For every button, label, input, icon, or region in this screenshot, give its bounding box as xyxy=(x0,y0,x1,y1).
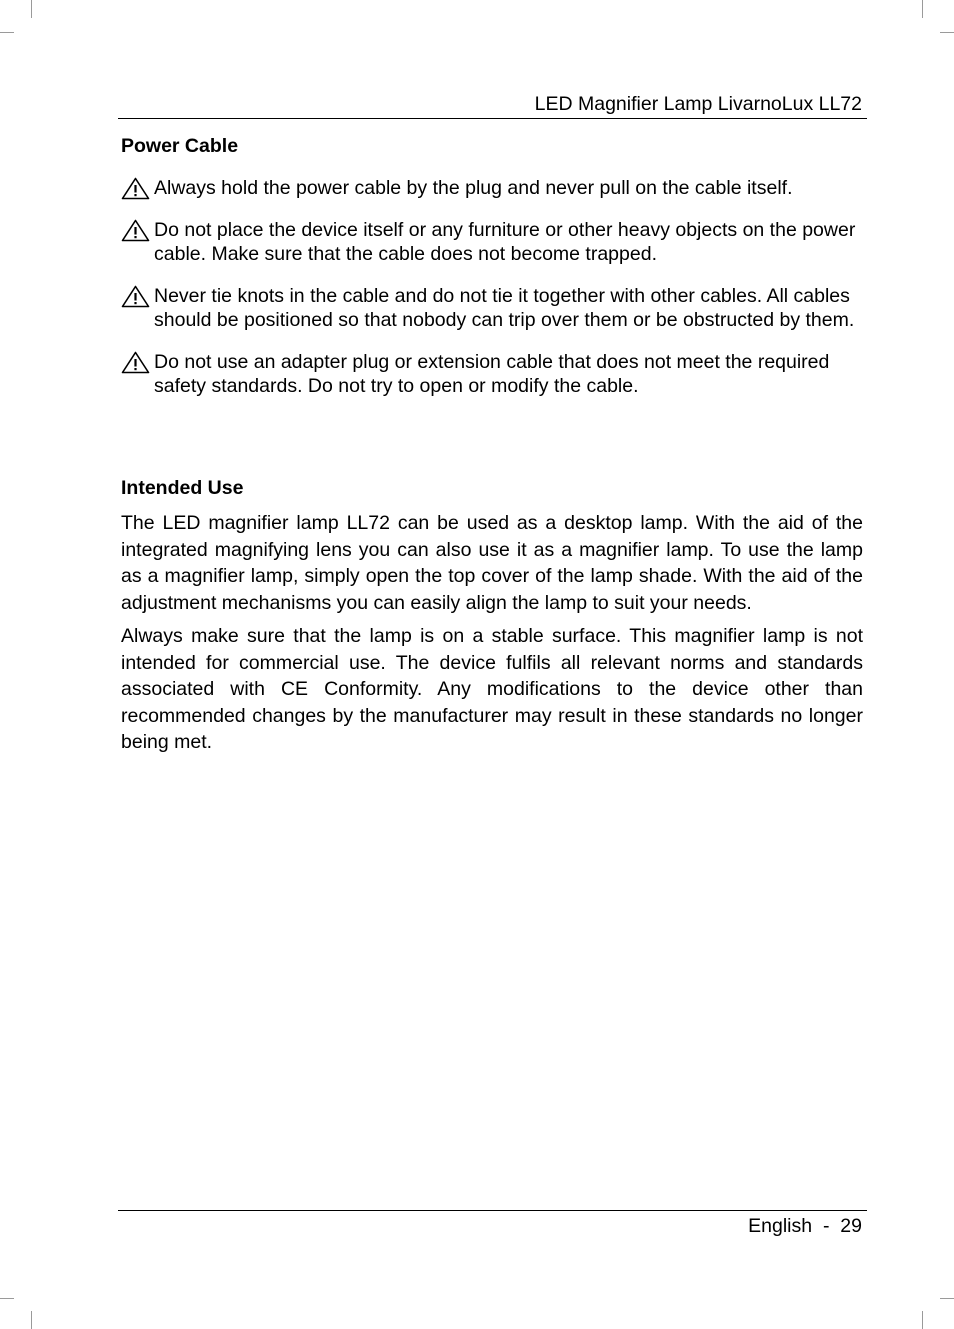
warning-text: Always hold the power cable by the plug and never pull on the cable itself. xyxy=(154,177,793,199)
power-cable-section xyxy=(121,134,863,416)
crop-mark xyxy=(0,1298,14,1299)
warning-triangle-icon xyxy=(121,219,150,242)
warning-triangle-icon xyxy=(121,177,150,200)
warning-text: Never tie knots in the cable and do not tie it together with other cables. All cables should be positioned so that nobody can trip over them or be obstructed by them. xyxy=(154,284,855,331)
crop-mark xyxy=(0,32,14,33)
crop-mark xyxy=(31,1311,32,1329)
warning-text: Do not place the device itself or any furniture or other heavy objects on the power cable. Make sure that the cable does not become trapped. xyxy=(154,218,856,265)
intended-use-section xyxy=(121,476,863,763)
crop-mark xyxy=(922,1311,923,1329)
warning-item xyxy=(121,218,863,267)
warning-item xyxy=(121,350,863,399)
page-number: 29 xyxy=(840,1215,862,1237)
warning-triangle-icon xyxy=(121,285,150,308)
warning-item xyxy=(121,284,863,333)
section-heading-power-cable: Power Cable xyxy=(121,135,239,157)
page-header-title: LED Magnifier Lamp LivarnoLux LL72 xyxy=(534,93,862,115)
crop-mark xyxy=(940,1298,954,1299)
warning-text: Do not use an adapter plug or extension cable that does not meet the required safety standards. Do not try to open or modify the cable. xyxy=(154,350,830,397)
header-rule xyxy=(118,118,867,119)
crop-mark xyxy=(922,0,923,18)
warning-triangle-icon xyxy=(121,351,150,374)
footer-language: English xyxy=(748,1215,813,1237)
warning-item xyxy=(121,176,863,201)
section-heading-intended-use: Intended Use xyxy=(121,477,244,499)
footer-separator: - xyxy=(822,1215,830,1237)
body-paragraph: Always make sure that the lamp is on a stable surface. This magnifier lamp is not intended for commercial use. The device fulfils all relevant norms and standards associated with CE Conformity. Any modifications to the device other than recommended changes by the manufacturer may result in these standards no longer being met. xyxy=(121,625,863,753)
crop-mark xyxy=(940,32,954,33)
crop-mark xyxy=(31,0,32,18)
page-footer xyxy=(748,1214,862,1238)
body-paragraph: The LED magnifier lamp LL72 can be used as a desktop lamp. With the aid of the integrated magnifying lens you can also use it as a magnifier lamp. To use the lamp as a magnifier lamp, simply open the top cover of the lamp shade. With the aid of the adjustment mechanisms you can easily align the lamp to suit your needs. xyxy=(121,512,863,614)
footer-rule xyxy=(118,1210,867,1211)
